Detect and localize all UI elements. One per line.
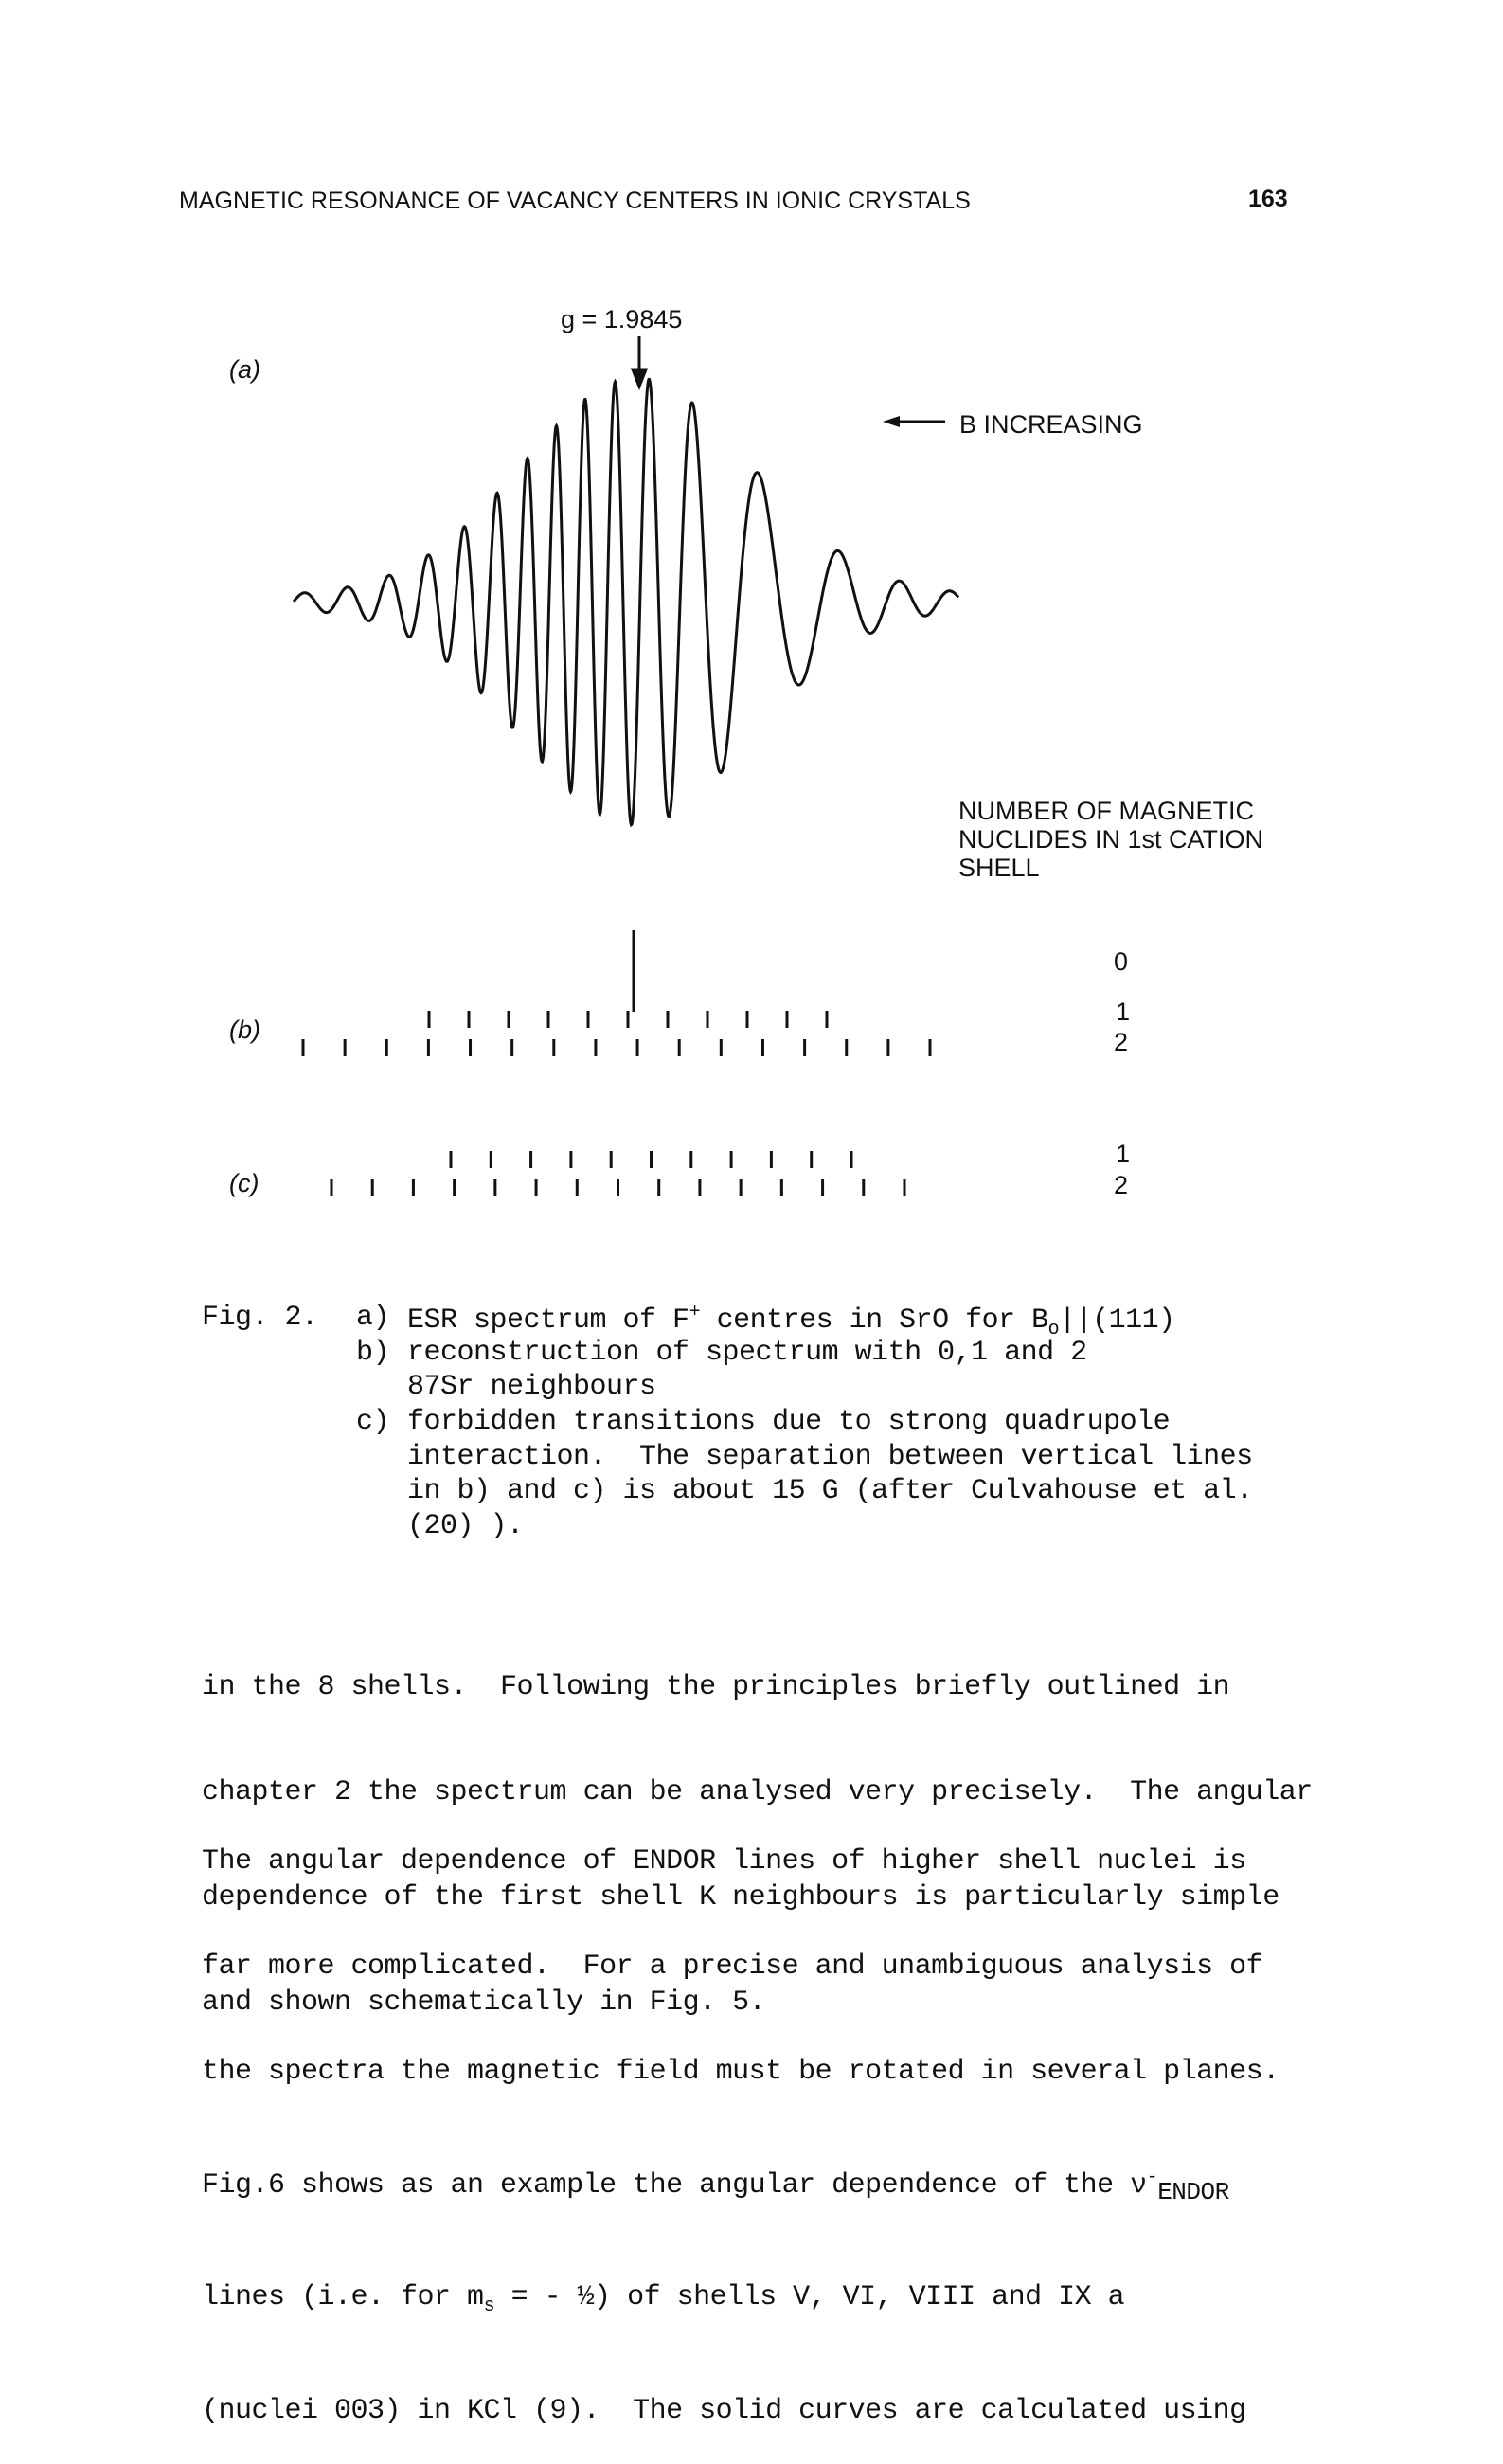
text-line <box>202 2280 1279 2324</box>
row-label-c1: 1 <box>1116 1140 1131 1168</box>
row-label-0: 0 <box>1114 947 1129 976</box>
body-paragraph-2 <box>202 1774 1279 2464</box>
text-part: = - ½) of shells V, VI, VIII and IX a <box>494 2281 1125 2313</box>
g-value-label: g = 1.9845 <box>561 305 683 333</box>
caption-c-line: in b) and c) is about 15 G (after Culvahouse et al. <box>407 1475 1253 1507</box>
text-part: lines (i.e. for m <box>202 2281 484 2313</box>
row-label-1: 1 <box>1116 998 1131 1026</box>
caption-a-part: centres in SrO for B <box>700 1304 1048 1337</box>
text-line: dependence of the first shell K neighbours is particularly simple <box>202 1881 1279 1914</box>
text-sup: - <box>1146 2167 1158 2188</box>
text-line: The angular dependence of ENDOR lines of higher shell nuclei is <box>202 1845 1246 1878</box>
page-number: 163 <box>1248 186 1288 212</box>
nuclides-label-line: SHELL <box>958 854 1040 882</box>
esr-spectrum-trace <box>294 380 958 825</box>
g-value-arrow <box>633 336 646 387</box>
text-sub: ENDOR <box>1157 2178 1229 2206</box>
nuclides-label <box>958 797 1263 882</box>
caption-c-line: interaction. The separation between vertical lines <box>407 1441 1253 1473</box>
text-line: the spectra the magnetic field must be rotated in several planes. <box>202 2056 1279 2088</box>
text-part: Fig.6 shows as an example the angular dependence of the ν <box>202 2169 1147 2202</box>
running-title: MAGNETIC RESONANCE OF VACANCY CENTERS IN IONIC CRYSTALS <box>179 188 971 214</box>
panel-b-label: (b) <box>229 1016 260 1044</box>
text-line: chapter 2 the spectrum can be analysed very precisely. The angular <box>202 1776 1313 1808</box>
text-line <box>202 2160 1279 2210</box>
b-increasing-arrow <box>883 416 945 427</box>
row-label-2: 2 <box>1114 1028 1129 1056</box>
text-line: in the 8 shells. Following the principles briefly outlined in <box>202 1671 1230 1703</box>
text-sub: s <box>483 2295 495 2317</box>
caption-a-part: ESR spectrum of F <box>407 1304 689 1337</box>
caption-c-line: forbidden transitions due to strong quadrupole <box>407 1406 1171 1438</box>
caption-c-line: (20) ). <box>407 1510 524 1542</box>
caption-a-sub: o <box>1047 1319 1060 1340</box>
text-line: (nuclei 003) in KCl (9). The solid curves are calculated using <box>202 2395 1246 2427</box>
nuclides-label-line: NUMBER OF MAGNETIC <box>958 797 1255 825</box>
caption-c-marker: c) <box>356 1406 390 1438</box>
caption-b-line: 87Sr neighbours <box>407 1371 656 1403</box>
caption-a-marker: a) <box>356 1302 390 1334</box>
text-line: far more complicated. For a precise and unambiguous analysis of <box>202 1951 1263 1983</box>
caption-a-part: ||(111) <box>1059 1304 1175 1337</box>
nuclides-label-line: NUCLIDES IN 1st CATION <box>958 825 1264 854</box>
panel-c-label: (c) <box>229 1169 259 1197</box>
row-label-c2: 2 <box>1114 1171 1129 1199</box>
caption-fig-label: Fig. 2. <box>202 1302 318 1334</box>
b-increasing-label: B INCREASING <box>959 410 1143 439</box>
caption-a-sup: + <box>689 1302 701 1323</box>
caption-b-line: reconstruction of spectrum with 0,1 and 2 <box>407 1337 1087 1369</box>
caption-a-text <box>407 1302 1175 1340</box>
panel-a-label: (a) <box>229 355 260 384</box>
caption-b-marker: b) <box>356 1337 390 1369</box>
text-line: and shown schematically in Fig. 5. <box>202 1987 766 2019</box>
